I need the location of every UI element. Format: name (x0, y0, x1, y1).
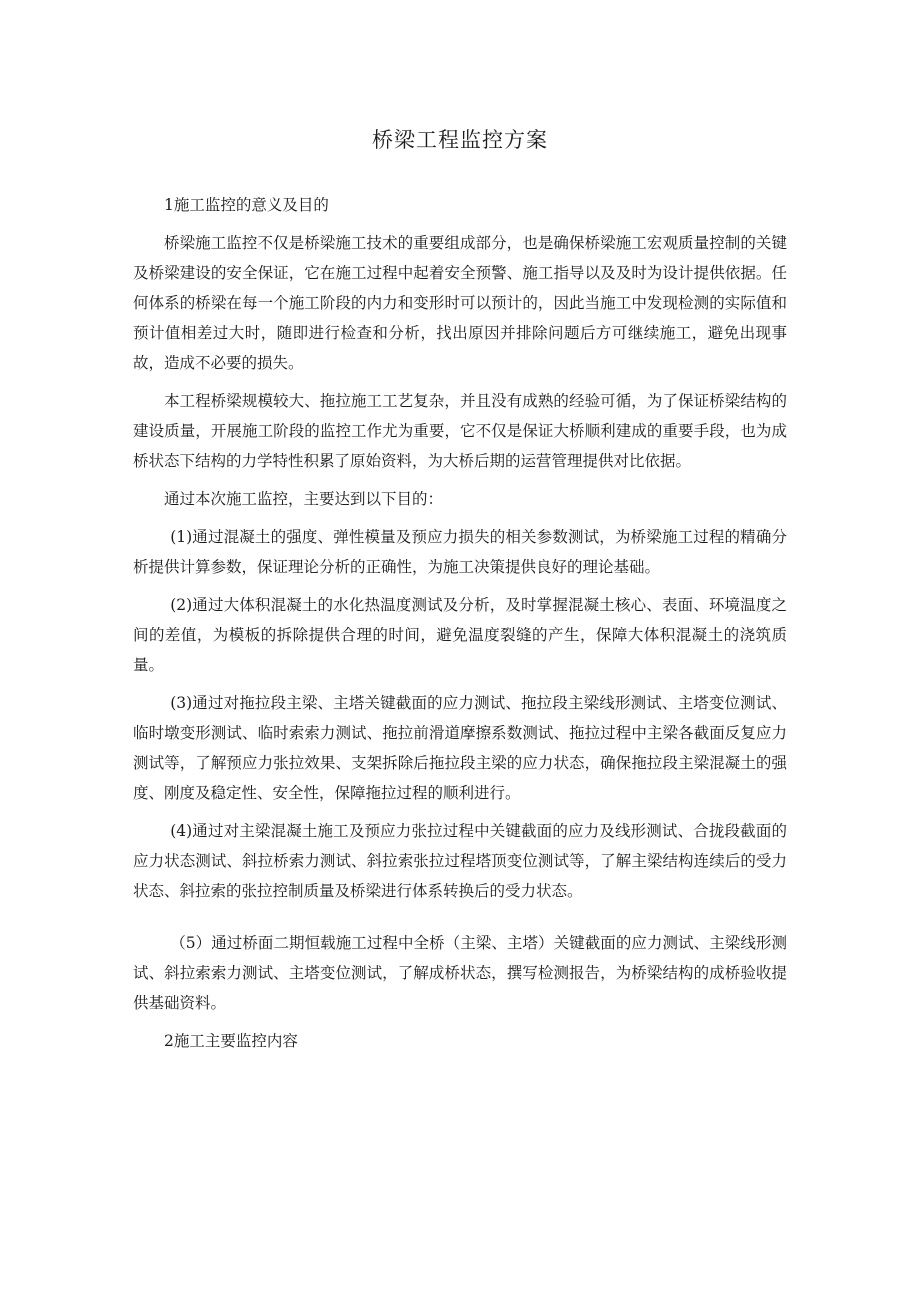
document-title: 桥梁工程监控方案 (372, 128, 548, 152)
paragraph-project-scale: 本工程桥梁规模较大、拖拉施工工艺复杂，并且没有成熟的经验可循，为了保证桥梁结构的建设质量，开展施工阶段的监控工作尤为重要，它不仅是保证大桥顺利建成的重要手段，也为成桥状态下结构的力学特性积累了原始资料，为大桥后期的运营管理提供对比依据。 (133, 392, 787, 470)
section-heading-2: 2施工主要监控内容 (164, 1032, 298, 1050)
section-heading-1: 1施工监控的意义及目的 (164, 196, 329, 214)
paragraph-objectives-intro: 通过本次施工监控，主要达到以下目的： (164, 490, 444, 508)
objective-item-1: (1)通过混凝土的强度、弹性模量及预应力损失的相关参数测试，为桥梁施工过程的精确分析提供计算参数，保证理论分析的正确性，为施工决策提供良好的理论基础。 (133, 528, 787, 576)
objective-item-5: （5）通过桥面二期恒载施工过程中全桥（主梁、主塔）关键截面的应力测试、主梁线形测试、斜拉索索力测试、主塔变位测试，了解成桥状态，撰写检测报告，为桥梁结构的成桥验收提供基础资料。 (133, 934, 787, 1012)
objective-item-4: (4)通过对主梁混凝土施工及预应力张拉过程中关键截面的应力及线形测试、合拢段截面的应力状态测试、斜拉桥索力测试、斜拉索张拉过程塔顶变位测试等，了解主梁结构连续后的受力状态、斜拉索的张拉控制质量及桥梁进行体系转换后的受力状态。 (133, 822, 787, 900)
paragraph-significance: 桥梁施工监控不仅是桥梁施工技术的重要组成部分，也是确保桥梁施工宏观质量控制的关键及桥梁建设的安全保证，它在施工过程中起着安全预警、施工指导以及及时为设计提供依据。任何体系的桥梁在每一个施工阶段的内力和变形时可以预计的，因此当施工中发现检测的实际值和预计值相差过大时，随即进行检查和分析，找出原因并排除问题后方可继续施工，避免出现事故，造成不必要的损失。 (133, 234, 787, 372)
objective-item-2: (2)通过大体积混凝土的水化热温度测试及分析，及时掌握混凝土核心、表面、环境温度之间的差值，为模板的拆除提供合理的时间，避免温度裂缝的产生，保障大体积混凝土的浇筑质量。 (133, 596, 787, 674)
objective-item-3: (3)通过对拖拉段主梁、主塔关键截面的应力测试、拖拉段主梁线形测试、主塔变位测试、临时墩变形测试、临时索索力测试、拖拉前滑道摩擦系数测试、拖拉过程中主梁各截面反复应力测试等，了解预应力张拉效果、支架拆除后拖拉段主梁的应力状态，确保拖拉段主梁混凝土的强度、刚度及稳定性、安全性，保障拖拉过程的顺利进行。 (133, 694, 787, 802)
document-body (133, 190, 787, 1064)
